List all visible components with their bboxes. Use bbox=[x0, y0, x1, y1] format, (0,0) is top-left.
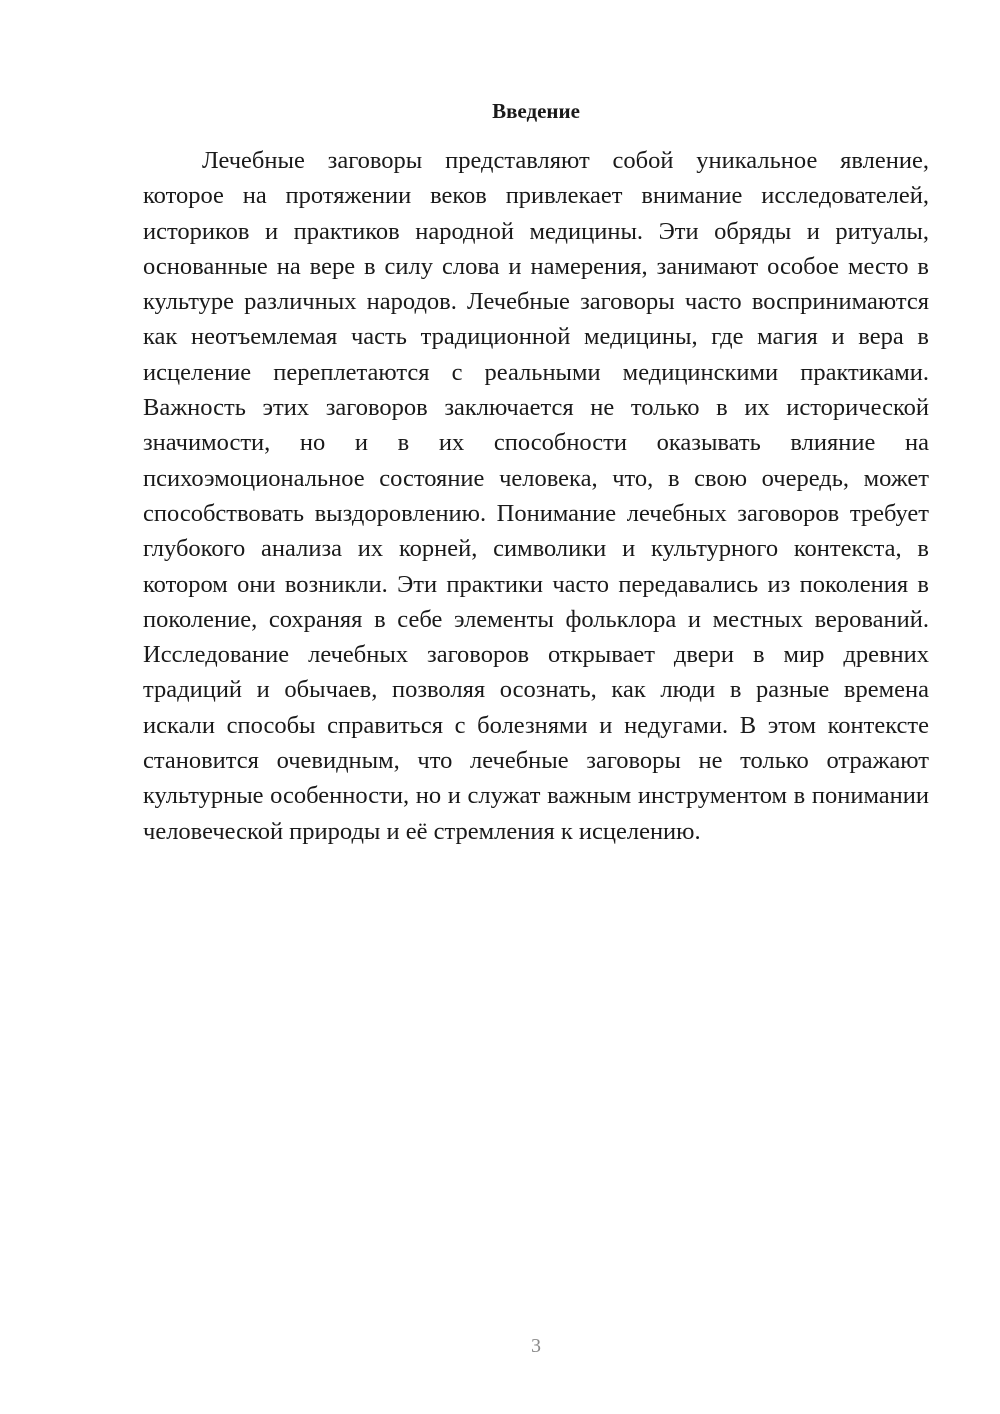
section-heading: Введение bbox=[492, 99, 580, 123]
body-paragraph: Лечебные заговоры представляют собой уникальное явление, которое на протяжении веков привлекает внимание исследователей, историков и практиков народной медицины. Эти обряды и ритуалы, основанные на вере в силу слова и намерения, занимают особое место в культуре различных народов. Лечебные заговоры часто воспринимаются как неотъемлемая часть традиционной медицины, где магия и вера в исцеление переплетаются с реальными медицинскими практиками. Важность этих заговоров заключается не только в их исторической значимости, но и в их способности оказывать влияние на психоэмоциональное состояние человека, что, в свою очередь, может способствовать выздоровлению. Понимание лечебных заговоров требует глубокого анализа их корней, символики и культурного контекста, в котором они возникли. Эти практики часто передавались из поколения в поколение, сохраняя в себе элементы фольклора и местных верований. Исследование лечебных заговоров открывает двери в мир древних традиций и обычаев, позволяя осознать, как люди в разные времена искали способы справиться с болезнями и недугами. В этом контексте становится очевидным, что лечебные заговоры не только отражают культурные особенности, но и служат важным инструментом в понимании человеческой природы и её стремления к исцелению. bbox=[143, 147, 929, 845]
page-number: 3 bbox=[531, 1335, 541, 1357]
